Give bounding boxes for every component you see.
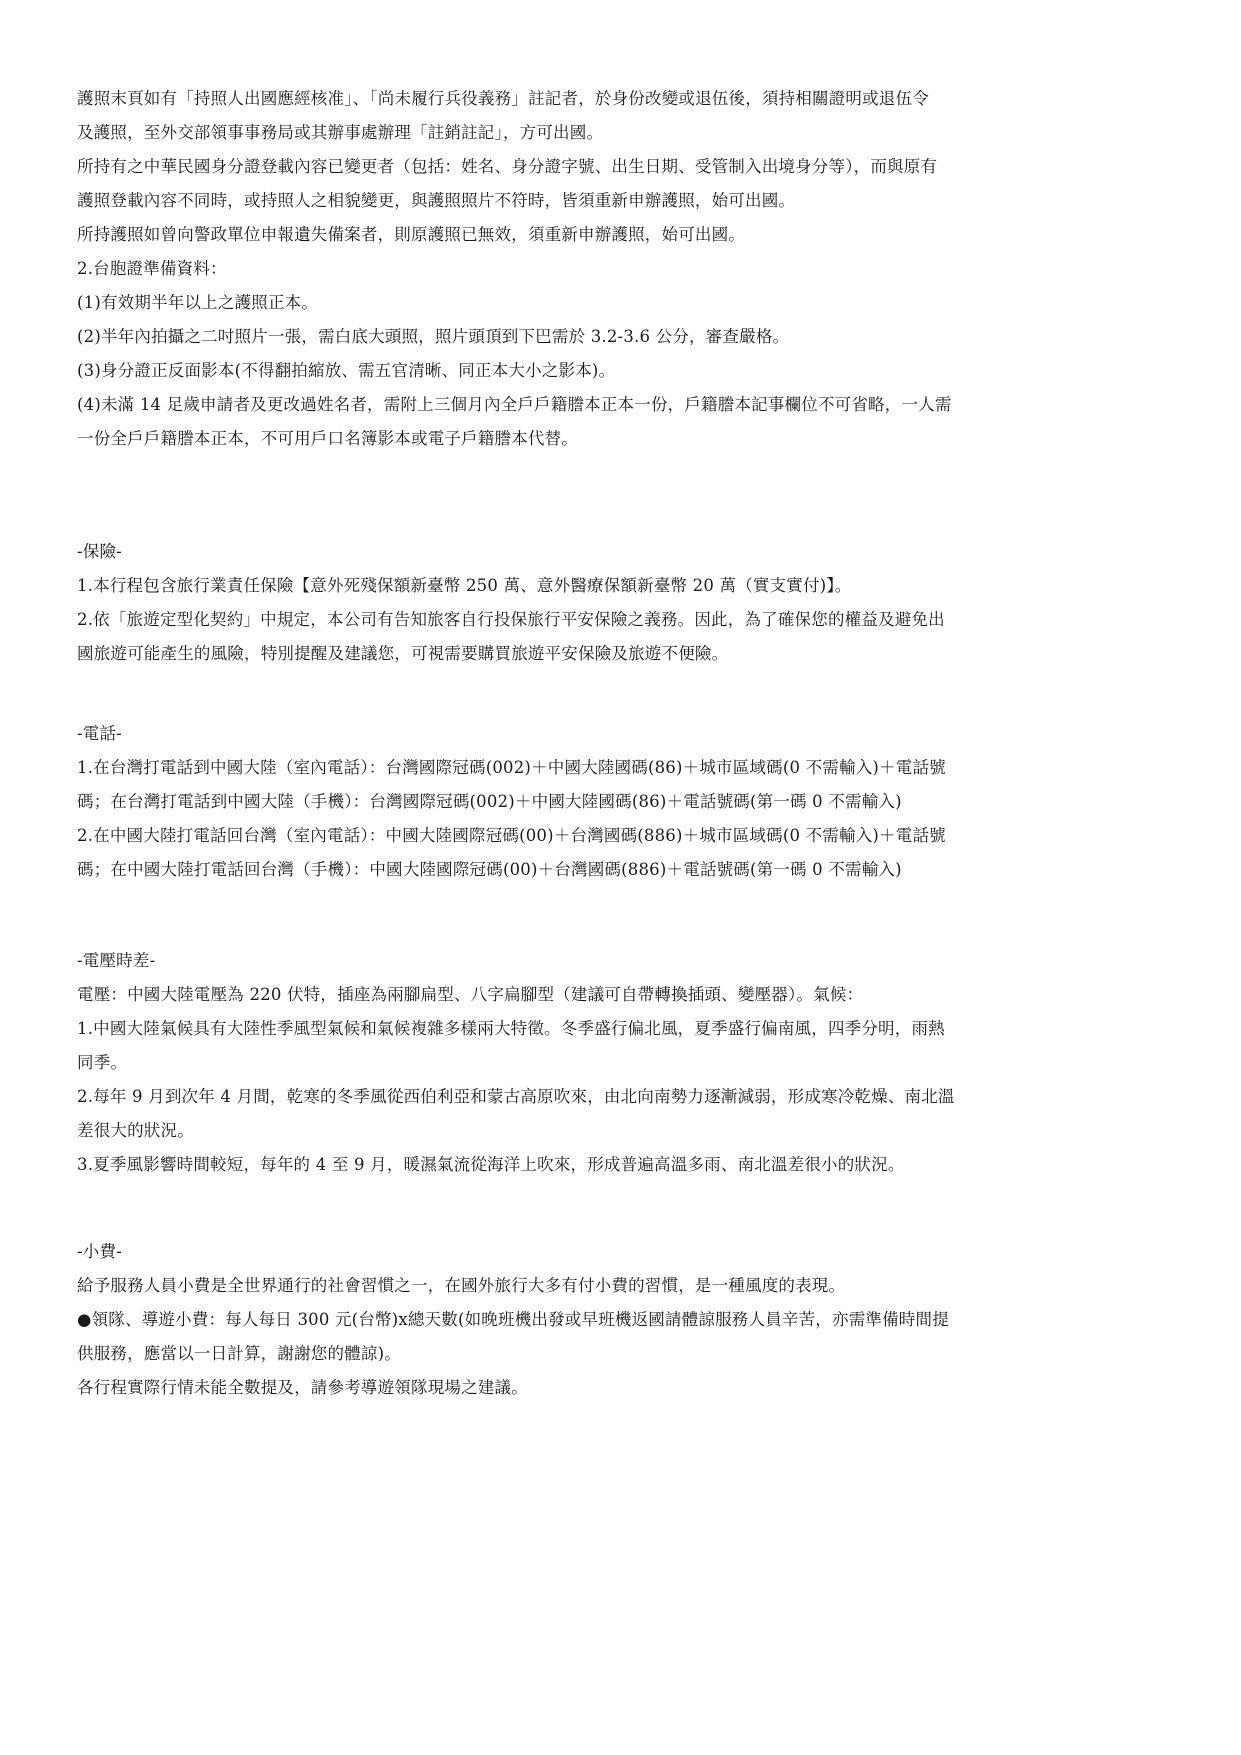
tips-line: 供服務，應當以一日計算，謝謝您的體諒)。 bbox=[77, 1344, 401, 1363]
climate-line: 同季。 bbox=[77, 1053, 128, 1072]
passport-line: 及護照，至外交部領事事務局或其辦事處辦理「註銷註記」，方可出國。 bbox=[77, 123, 604, 142]
permit-requirement-item: (3)身分證正反面影本(不得翻拍縮放、需五官清晰、同正本大小之影本)。 bbox=[77, 361, 616, 380]
tips-heading: -小費- bbox=[77, 1242, 122, 1261]
taiwan-compatriot-permit-heading: 2.台胞證準備資料： bbox=[77, 259, 227, 278]
voltage-section bbox=[77, 944, 1167, 1182]
phone-line: 碼；在中國大陸打電話回台灣（手機）：中國大陸國際冠碼(00)＋台灣國碼(886)＋電話號碼(第一碼 0 不需輸入) bbox=[77, 860, 902, 879]
permit-requirement-item: (1)有效期半年以上之護照正本。 bbox=[77, 293, 319, 312]
tips-section bbox=[77, 1235, 1167, 1405]
phone-section bbox=[77, 717, 1167, 887]
climate-line: 1.中國大陸氣候具有大陸性季風型氣候和氣候複雜多樣兩大特徵。冬季盛行偏北風，夏季盛行偏南風，四季分明，雨熱 bbox=[77, 1019, 945, 1038]
climate-line: 3.夏季風影響時間較短，每年的 4 至 9 月，暖濕氣流從海洋上吹來，形成普遍高溫多雨、南北溫差很小的狀況。 bbox=[77, 1155, 905, 1174]
insurance-section bbox=[77, 535, 1167, 671]
permit-requirement-item: 一份全戶戶籍謄本正本，不可用戶口名簿影本或電子戶籍謄本代替。 bbox=[77, 429, 578, 448]
climate-line: 差很大的狀況。 bbox=[77, 1121, 194, 1140]
phone-line: 2.在中國大陸打電話回台灣（室內電話）：中國大陸國際冠碼(00)＋台灣國碼(886)＋城市區域碼(0 不需輸入)＋電話號 bbox=[77, 826, 946, 845]
tips-line: 各行程實際行情未能全數提及，請參考導遊領隊現場之建議。 bbox=[77, 1378, 528, 1397]
voltage-heading: -電壓時差- bbox=[77, 951, 156, 970]
tips-line: 給予服務人員小費是全世界通行的社會習慣之一，在國外旅行大多有付小費的習慣，是一種風度的表現。 bbox=[77, 1276, 846, 1295]
passport-section bbox=[77, 82, 1167, 456]
permit-requirement-item: (2)半年內拍攝之二吋照片一張，需白底大頭照，照片頭頂到下巴需於 3.2-3.6 公分，審查嚴格。 bbox=[77, 327, 790, 346]
passport-line: 護照末頁如有「持照人出國應經核准」、「尚未履行兵役義務」註記者，於身份改變或退伍後，須持相關證明或退伍令 bbox=[77, 89, 929, 108]
passport-line: 所持有之中華民國身分證登載內容已變更者（包括：姓名、身分證字號、出生日期、受管制入出境身分等），而與原有 bbox=[77, 157, 938, 176]
permit-requirement-item: (4)未滿 14 足歲申請者及更改過姓名者，需附上三個月內全戶戶籍謄本正本一份，戶籍謄本記事欄位不可省略，一人需 bbox=[77, 395, 952, 414]
phone-line: 1.在台灣打電話到中國大陸（室內電話）：台灣國際冠碼(002)＋中國大陸國碼(86)＋城市區域碼(0 不需輸入)＋電話號 bbox=[77, 758, 946, 777]
voltage-line: 電壓：中國大陸電壓為 220 伏特，插座為兩腳扁型、八字扁腳型（建議可自帶轉換插頭、變壓器）。氣候： bbox=[77, 985, 864, 1004]
insurance-heading: -保險- bbox=[77, 542, 122, 561]
insurance-line: 國旅遊可能產生的風險，特別提醒及建議您，可視需要購買旅遊平安保險及旅遊不便險。 bbox=[77, 644, 729, 663]
phone-heading: -電話- bbox=[77, 724, 122, 743]
phone-line: 碼；在台灣打電話到中國大陸（手機）：台灣國際冠碼(002)＋中國大陸國碼(86)＋電話號碼(第一碼 0 不需輸入) bbox=[77, 792, 902, 811]
insurance-line: 2.依「旅遊定型化契約」中規定，本公司有告知旅客自行投保旅行平安保險之義務。因此，為了確保您的權益及避免出 bbox=[77, 610, 945, 629]
passport-line: 所持護照如曾向警政單位申報遺失備案者，則原護照已無效，須重新申辦護照，始可出國。 bbox=[77, 225, 745, 244]
climate-line: 2.每年 9 月到次年 4 月間，乾寒的冬季風從西伯利亞和蒙古高原吹來，由北向南勢力逐漸減弱，形成寒冷乾燥、南北溫 bbox=[77, 1087, 955, 1106]
tips-line: ●領隊、導遊小費：每人每日 300 元(台幣)x總天數(如晚班機出發或早班機返國請體諒服務人員辛苦，亦需準備時間提 bbox=[77, 1310, 949, 1329]
passport-line: 護照登載內容不同時，或持照人之相貌變更，與護照照片不符時，皆須重新申辦護照，始可出國。 bbox=[77, 191, 796, 210]
insurance-line: 1.本行程包含旅行業責任保險【意外死殘保額新臺幣 250 萬、意外醫療保額新臺幣 20 萬（實支實付)】。 bbox=[77, 576, 852, 595]
